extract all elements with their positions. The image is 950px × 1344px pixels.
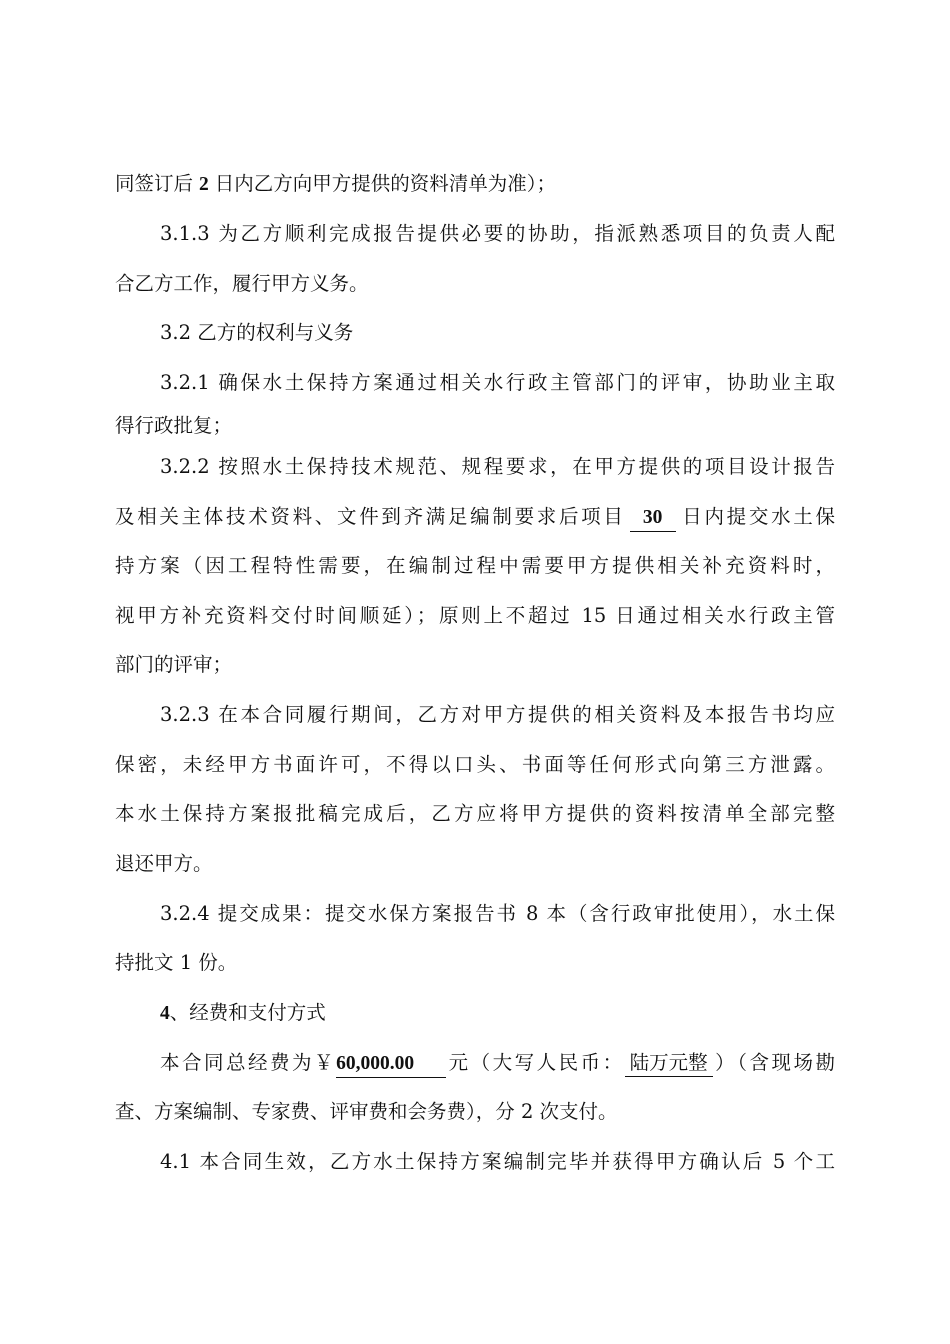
text-segment: 本合同总经费为￥: [160, 1051, 337, 1074]
total-fee-chinese: 陆万元整: [625, 1050, 713, 1077]
text-segment: 元（大写人民币：: [446, 1051, 625, 1074]
section-number: 4: [160, 1003, 170, 1024]
paragraph-line-1: [115, 166, 835, 202]
text-segment: 日内提交水土保: [679, 505, 835, 528]
clause-3-2-2-line-3: 持方案（因工程特性需要，在编制过程中需要甲方提供相关补充资料时，: [115, 554, 835, 577]
text-segment: 日内乙方向甲方提供的资料清单为准）；: [214, 172, 557, 195]
clause-4-1-line-1: 4.1 本合同生效，乙方水土保持方案编制完毕并获得甲方确认后 5 个工: [160, 1150, 835, 1173]
clause-3-2-4-line-2: 持批文 1 份。: [115, 951, 238, 974]
clause-3-1-3-line-1: 3.1.3 为乙方顺利完成报告提供必要的协助，指派熟悉项目的负责人配: [160, 222, 835, 245]
clause-3-2-2-line-4: 视甲方补充资料交付时间顺延）；原则上不超过 15 日通过相关水行政主管: [115, 604, 835, 627]
clause-3-2-3-line-3: 本水土保持方案报批稿完成后，乙方应将甲方提供的资料按清单全部完整: [115, 802, 835, 825]
section-4-heading: [160, 995, 835, 1031]
clause-3-2-3-line-2: 保密，未经甲方书面许可，不得以口头、书面等任何形式向第三方泄露。: [115, 753, 835, 776]
section-3-2-heading: 3.2 乙方的权利与义务: [160, 321, 354, 344]
fee-line-1: [160, 1045, 835, 1081]
clause-3-1-3-line-2: 合乙方工作，履行甲方义务。: [115, 272, 369, 295]
clause-3-2-1-line-1: 3.2.1 确保水土保持方案通过相关水行政主管部门的评审，协助业主取: [160, 371, 835, 394]
clause-3-2-2-line-1: 3.2.2 按照水土保持技术规范、规程要求，在甲方提供的项目设计报告: [160, 455, 835, 478]
section-title: 、经费和支付方式: [169, 1001, 326, 1024]
text-segment: 及相关主体技术资料、文件到齐满足编制要求后项目: [115, 505, 626, 528]
days-value: 2: [199, 174, 209, 195]
clause-3-2-4-line-1: 3.2.4 提交成果：提交水保方案报告书 8 本（含行政审批使用），水土保: [160, 902, 835, 925]
text-segment: ）（含现场勘: [712, 1051, 835, 1074]
clause-3-2-1-line-2: 得行政批复；: [115, 414, 233, 437]
clause-3-2-2-line-5: 部门的评审；: [115, 653, 233, 676]
text-segment: 同签订后: [115, 172, 194, 195]
submission-days-value: 30: [630, 505, 676, 532]
clause-3-2-2-line-2: [115, 499, 835, 535]
clause-3-2-3-line-4: 退还甲方。: [115, 852, 213, 875]
fee-line-2: 查、方案编制、专家费、评审费和会务费），分 2 次支付。: [115, 1100, 618, 1123]
clause-3-2-3-line-1: 3.2.3 在本合同履行期间，乙方对甲方提供的相关资料及本报告书均应: [160, 703, 835, 726]
total-fee-value: 60,000.00: [336, 1051, 446, 1078]
